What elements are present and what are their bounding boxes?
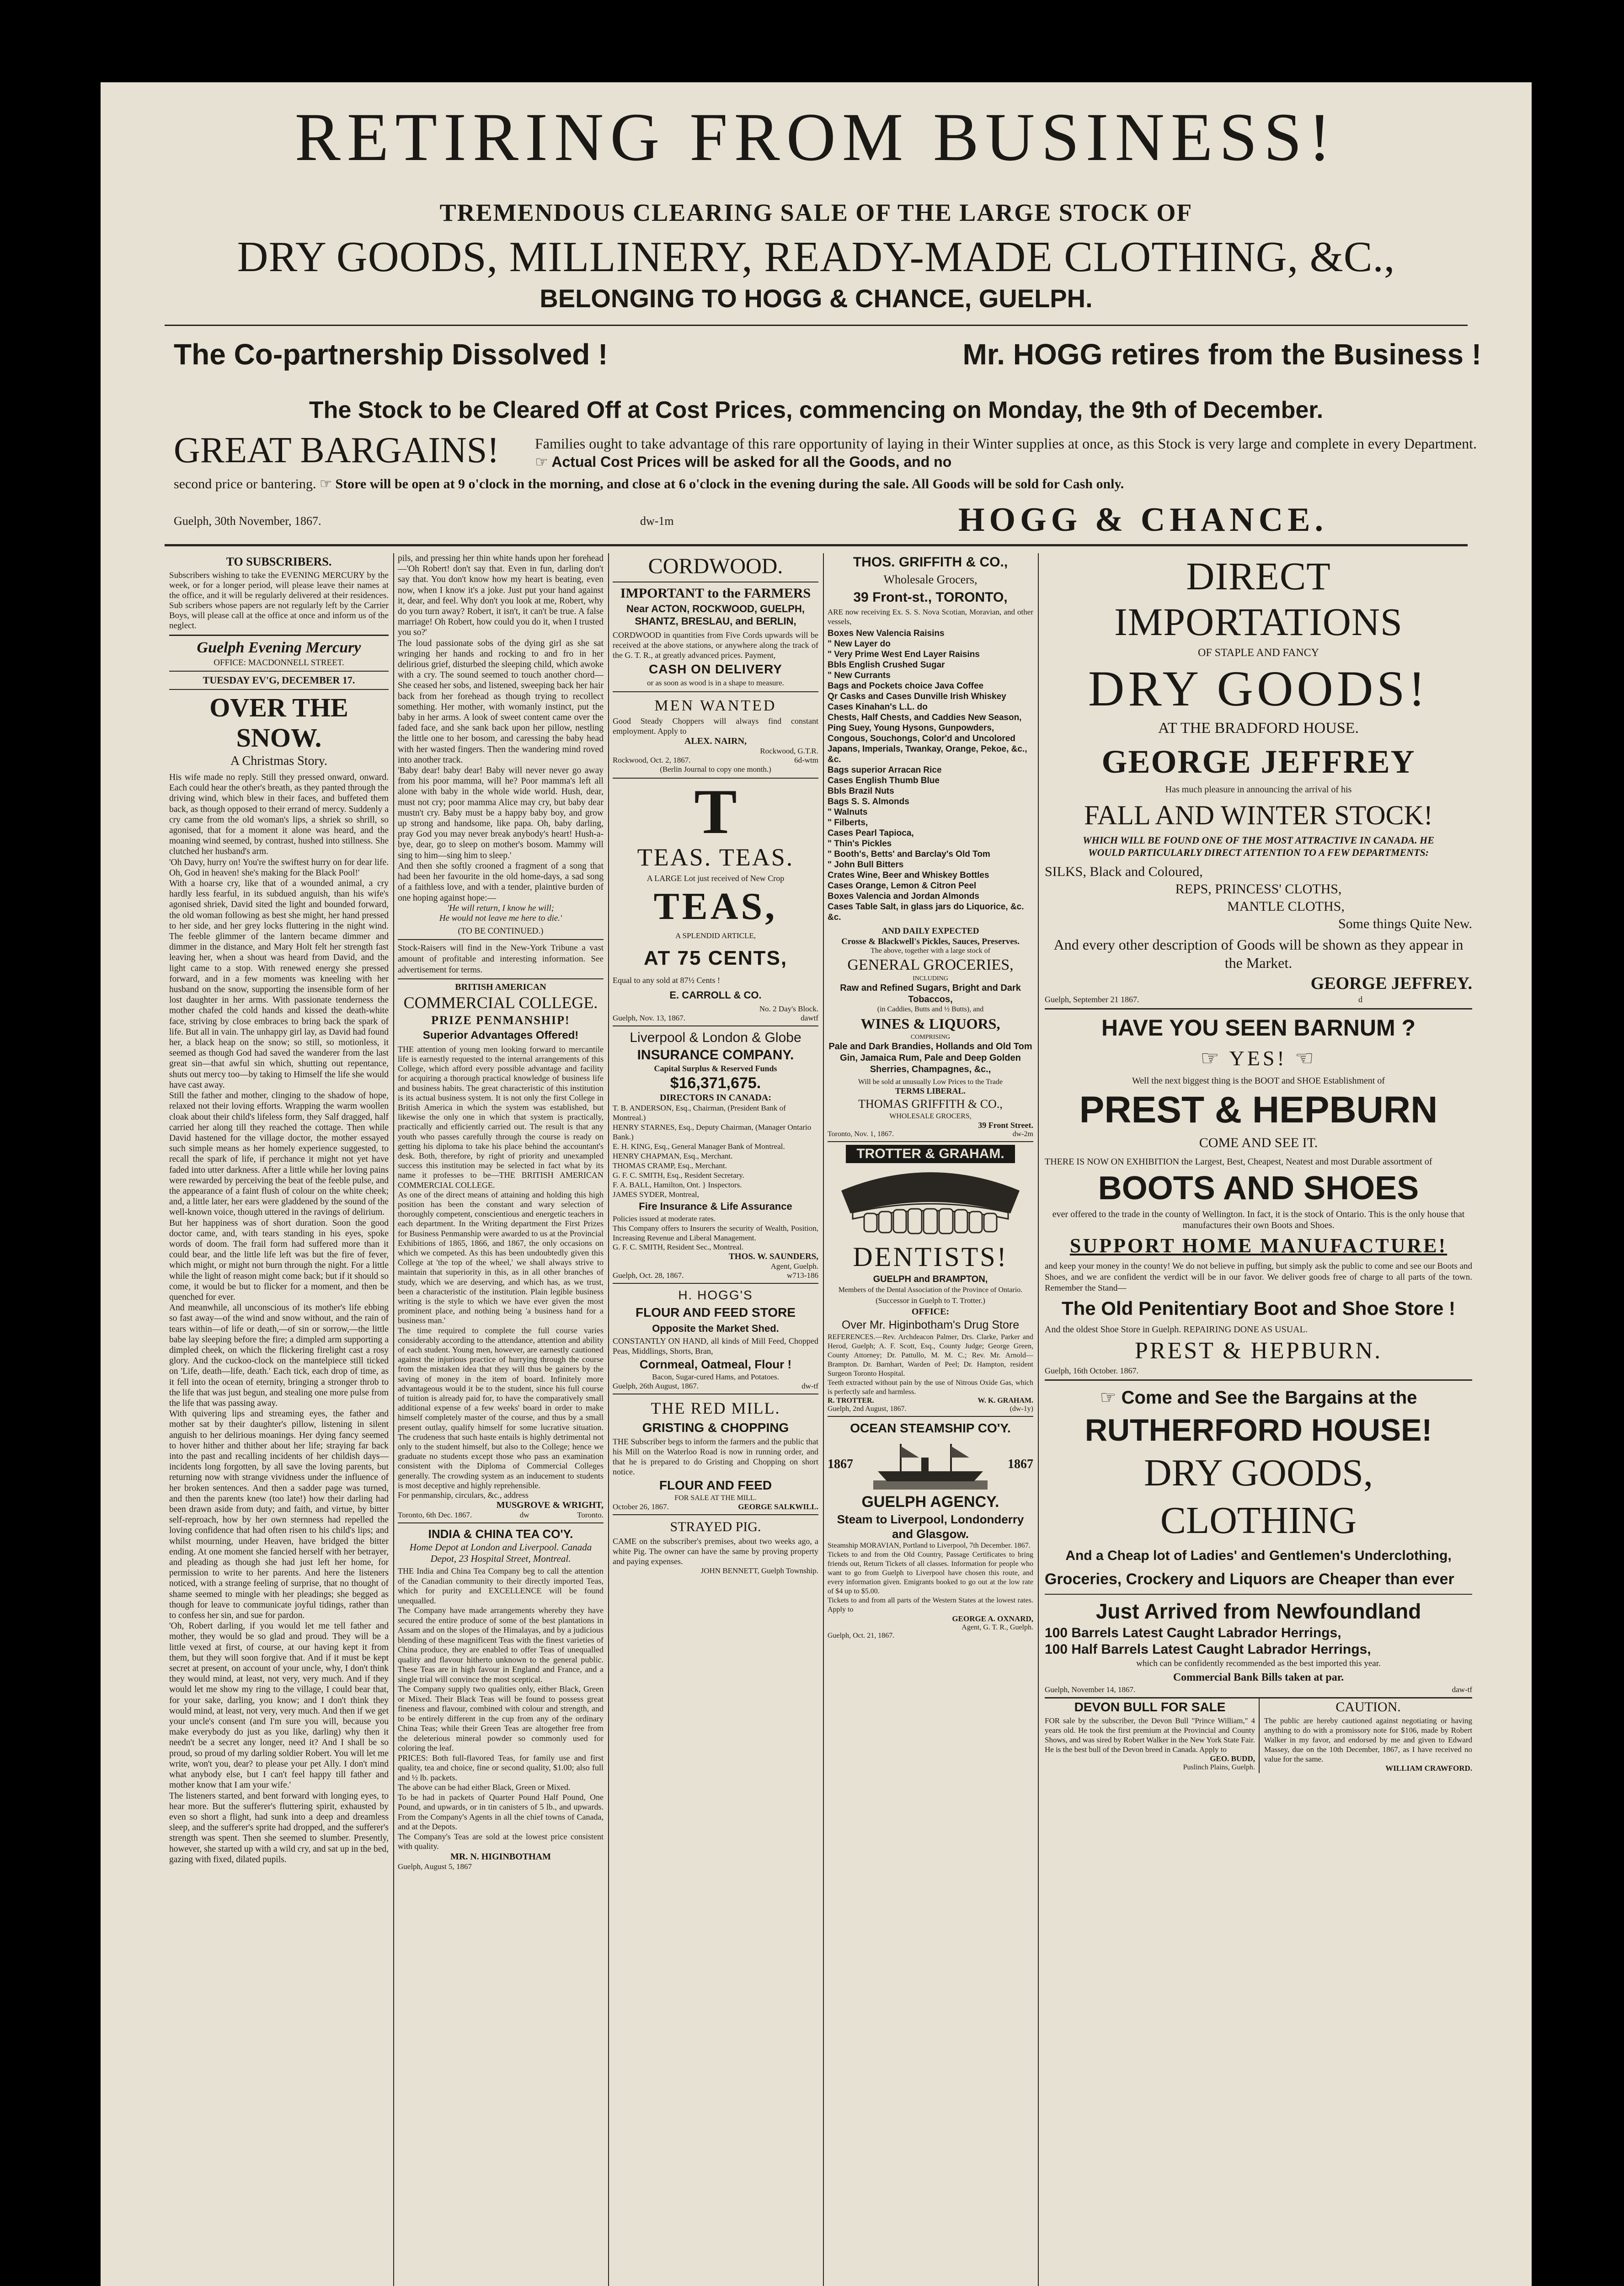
grocery-item: " Booth's, Betts' and Barclay's Old Tom bbox=[828, 849, 990, 859]
quite-new-line: Some things Quite New. bbox=[1338, 916, 1472, 931]
direct-importations: DIRECT IMPORTATIONS bbox=[1114, 554, 1403, 644]
cheap-lot: And a Cheap lot of Ladies' and Gentlemen's Underclothing, bbox=[1065, 1548, 1452, 1563]
recommended-line: which can be confidently recommended as the best imported this year. bbox=[1136, 1659, 1381, 1668]
strayed-pig-heading: STRAYED PIG. bbox=[670, 1519, 761, 1534]
bradford-house: AT THE BRADFORD HOUSE. bbox=[1158, 720, 1359, 737]
fire-insurance-heading: Fire Insurance & Life Assurance bbox=[639, 1201, 792, 1212]
devon-bull-heading: DEVON BULL FOR SALE bbox=[1074, 1700, 1226, 1714]
cordwood-text: CORDWOOD in quantities from Five Cords upwards will be received at the above stations, or anywhere along the track of the G. T. R., at greatly advanced prices. Payment, bbox=[613, 630, 821, 660]
cordwood-heading: CORDWOOD. bbox=[648, 554, 783, 578]
college-footer bbox=[398, 1511, 604, 1520]
pointing-hand-icon-left: ☜ bbox=[1295, 1047, 1317, 1070]
tea-company-text: THE India and China Tea Company beg to call the attention of the Canadian community to their directly imported Teas, which for purity and EXCELLENCE will be found unequalled. The Company have made arrangements whereby they have secured the entire produce of some of the best plantations in Assam and on the slopes of the Himalayas, and by a judicious blending of these magnificent Teas with the finest varieties of China produce, they are enabled to offer Teas of unequalled quality and flavour hitherto unknown to the general public. These Teas are in high favour in England and France, and a single trial will convince the most sceptical. The Company supply two qualities only, either Black, Green or Mixed. Their Black Teas will be found to possess great fineness and flavour, combined with colour and strength, and to be entirely different in the cup from any of the ordinary China Teas; while their Green Teas are altogether free from the deleterious mineral powder so commonly used for coloring the leaf. PRICES: Both full-flavored Teas, for family use and first quality, tea and choice, fine or second quality, $1.00; also full and ½ lb. packets. The above can be had either Black, Green or Mixed. To be had in packets of Quarter Pound Half Pound, One Pound, and upwards, or in tin canisters of 5 lb., and upwards. From the Company's Agents in all the chief towns of Canada, and at the Depots. The Company's Teas are sold at the lowest price consistent with quality. bbox=[398, 1566, 604, 1851]
flour-and-feed: FLOUR AND FEED bbox=[659, 1478, 772, 1492]
barrels-line-2: 100 Half Barrels Latest Caught Labrador Herrings, bbox=[1045, 1642, 1371, 1657]
george-jeffrey-heading: GEORGE JEFFREY bbox=[1101, 743, 1416, 780]
support-home-manufacture: SUPPORT HOME MANUFACTURE! bbox=[1069, 1234, 1448, 1257]
mill-date: October 26, 1867. bbox=[613, 1502, 669, 1511]
pointing-hand-icon: ☞ bbox=[1200, 1047, 1222, 1070]
cornmeal-line: Cornmeal, Oatmeal, Flour ! bbox=[639, 1357, 792, 1371]
teas-price: AT 75 CENTS, bbox=[643, 947, 788, 969]
ship-date: Guelph, Oct. 21, 1867. bbox=[828, 1632, 895, 1640]
berlin-note: (Berlin Journal to copy one month.) bbox=[660, 765, 771, 774]
terms-liberal: TERMS LIBERAL. bbox=[895, 1086, 966, 1095]
grocery-item: Boxes New Valencia Raisins bbox=[828, 629, 945, 638]
capital-amount: $16,371,675. bbox=[670, 1074, 761, 1092]
office-location: Over Mr. Higinbotham's Drug Store bbox=[841, 1319, 1020, 1331]
grocery-item: " Very Prime West End Layer Raisins bbox=[828, 650, 980, 659]
wholesale-grocers-2: WHOLESALE GROCERS, bbox=[889, 1112, 972, 1120]
to-be-continued: (TO BE CONTINUED.) bbox=[458, 926, 544, 936]
tea-date: Guelph, August 5, 1867 bbox=[398, 1862, 472, 1871]
rutherford-house-heading: RUTHERFORD HOUSE! bbox=[1084, 1413, 1432, 1447]
daily-expected: AND DAILY EXPECTED bbox=[881, 926, 979, 936]
sold-line: Will be sold at unusually Low Prices to the Trade bbox=[858, 1078, 1003, 1086]
story-subtitle: A Christmas Story. bbox=[230, 754, 328, 768]
bacon-line: Bacon, Sugar-cured Hams, and Potatoes. bbox=[652, 1373, 779, 1381]
jeffrey-date: Guelph, September 21 1867. bbox=[1045, 995, 1139, 1004]
mill-signature: GEORGE SALKWILL. bbox=[738, 1502, 818, 1511]
rutherford-dw: daw-tf bbox=[1452, 1685, 1472, 1694]
gtr-agent: Agent, G. T. R., Guelph. bbox=[962, 1624, 1033, 1631]
for-sale-at-mill: FOR SALE AT THE MILL. bbox=[674, 1494, 757, 1502]
tea-depot: Home Depot at London and Liverpool. Canada Depot, 23 Hospital Street, Montreal. bbox=[409, 1542, 592, 1565]
prest-date: Guelph, 16th October. 1867. bbox=[1045, 1366, 1138, 1375]
men-wanted-footer bbox=[613, 756, 818, 765]
oldest-shoe-store: And the oldest Shoe Store in Guelph. REPAIRING DONE AS USUAL. bbox=[1045, 1325, 1308, 1335]
devon-bull-ad bbox=[1045, 1698, 1260, 1773]
grocery-item: Boxes Valencia and Jordan Almonds bbox=[828, 892, 979, 901]
verse-line-2: He would not leave me here to die.' bbox=[439, 913, 562, 923]
station-list: Near ACTON, ROCKWOOD, GUELPH, SHANTZ, BRESLAU, and BERLIN, bbox=[626, 603, 805, 627]
verse-line-1: 'He will return, I know he will; bbox=[447, 903, 554, 913]
grocery-item: Bbls English Crushed Sugar bbox=[828, 660, 945, 670]
exhibition-text: THERE IS NOW ON EXHIBITION the Largest, Best, Cheapest, Neatest and most Durable assortment of bbox=[1045, 1157, 1432, 1167]
column-3 bbox=[613, 553, 821, 2286]
crawford-signature: WILLIAM CRAWFORD. bbox=[1385, 1764, 1472, 1773]
stock-raisers-text: Stock-Raisers will find in the New-York Tribune a vast amount of profitable and interesting information. See advertisement for terms. bbox=[398, 943, 606, 975]
dental-footer bbox=[828, 1405, 1033, 1413]
come-and-see: COME AND SEE IT. bbox=[1199, 1135, 1318, 1150]
prize-penmanship: PRIZE PENMANSHIP! bbox=[431, 1013, 570, 1027]
insurance-agent: THOS. W. SAUNDERS, bbox=[729, 1252, 818, 1261]
oxnard-signature: GEORGE A. OXNARD, bbox=[952, 1614, 1033, 1623]
column-rule-4 bbox=[1038, 553, 1039, 2286]
dental-signatures bbox=[828, 1397, 1033, 1405]
barrels-line-1: 100 Barrels Latest Caught Labrador Herrings, bbox=[1045, 1625, 1341, 1640]
grocery-item: Bbls Brazil Nuts bbox=[828, 786, 894, 796]
grocery-item: " Thin's Pickles bbox=[828, 839, 892, 849]
men-wanted-dw: 6d-wtm bbox=[794, 756, 818, 764]
boots-shoes-heading: BOOTS AND SHOES bbox=[1098, 1170, 1419, 1207]
griffith-signature: THOMAS GRIFFITH & CO., bbox=[858, 1097, 1003, 1111]
barnum-well: Well the next biggest thing is the BOOT and SHOE Establishment of bbox=[1132, 1076, 1385, 1086]
griffith-heading: THOS. GRIFFITH & CO., bbox=[853, 555, 1008, 570]
tea-agent: MR. N. HIGINBOTHAM bbox=[450, 1851, 551, 1862]
capital-label: Capital Surplus & Reserved Funds bbox=[654, 1064, 777, 1073]
hogg-date: Guelph, 26th August, 1867. bbox=[613, 1382, 699, 1390]
dry-goods-clothing: DRY GOODS, CLOTHING bbox=[1144, 1452, 1373, 1542]
keep-money-text: and keep your money in the county! We do not believe in puffing, but simply ask the public to come and see our Boots and Shoes, and we are confident the verdict will be in our favor. We deliver goods free of charge to all parts of the town. Remember the Stand— bbox=[1045, 1261, 1472, 1293]
grocery-item: Bags and Pockets choice Java Coffee bbox=[828, 681, 984, 691]
headline-retiring: RETIRING FROM BUSINESS! bbox=[294, 99, 1338, 175]
men-wanted-date: Rockwood, Oct. 2, 1867. bbox=[613, 756, 691, 764]
trotter-successor: (Successor in Guelph to T. Trotter.) bbox=[876, 1296, 985, 1305]
yes-line bbox=[1045, 1042, 1472, 1074]
college-dw: dw bbox=[519, 1511, 529, 1520]
carroll-signature: E. CARROLL & CO. bbox=[669, 989, 762, 1001]
dentists-heading: DENTISTS! bbox=[853, 1242, 1008, 1272]
jeffrey-every: And every other description of Goods will be shown as they appear in the Market. bbox=[1053, 936, 1464, 971]
teas-lot: A LARGE Lot just received of New Crop bbox=[646, 874, 785, 883]
newfoundland-heading: Just Arrived from Newfoundland bbox=[1095, 1599, 1421, 1623]
hogg-footer bbox=[613, 1382, 818, 1391]
wholesale-grocers: Wholesale Grocers, bbox=[883, 573, 978, 586]
bull-place: Puslinch Plains, Guelph. bbox=[1183, 1763, 1255, 1771]
headline-great-bargains: GREAT BARGAINS! bbox=[174, 430, 499, 470]
men-wanted-signature: ALEX. NAIRN, bbox=[684, 736, 747, 746]
rutherford-footer bbox=[1045, 1685, 1472, 1694]
college-date: Toronto, 6th Dec. 1867. bbox=[398, 1511, 472, 1520]
actual-cost-text: ☞ Actual Cost Prices will be asked for all the Goods, and no bbox=[535, 454, 952, 470]
college-city: Toronto. bbox=[577, 1511, 604, 1520]
year-left: 1867 bbox=[828, 1457, 853, 1471]
column-2 bbox=[398, 553, 604, 2286]
caution-text: The public are hereby cautioned against negotiating or having anything to do with a promissory note for $106, made by Robert Walker in my favor, and endorsed by me and given to Edward Massey, due on the 10th December, 1867, as I have received no value for the same. bbox=[1264, 1716, 1474, 1763]
dental-date: Guelph, 2nd August, 1867. bbox=[828, 1405, 907, 1413]
receiving-text: ARE now receiving Ex. S. S. Nova Scotian, Moravian, and other vessels, bbox=[828, 608, 1036, 626]
headline-belonging: BELONGING TO HOGG & CHANCE, GUELPH. bbox=[540, 284, 1093, 313]
griffith-address: 39 Front-st., TORONTO, bbox=[853, 590, 1008, 605]
caution-ad bbox=[1264, 1698, 1472, 1773]
groceries-cheaper: Groceries, Crockery and Liquors are Cheaper than ever bbox=[1045, 1570, 1454, 1588]
griffith-dw: dw-2m bbox=[1012, 1130, 1033, 1138]
budd-signature: GEO. BUDD, bbox=[1210, 1754, 1255, 1763]
flour-feed-store: FLOUR AND FEED STORE bbox=[635, 1305, 796, 1319]
header-divider bbox=[165, 325, 1468, 326]
guelph-agency: GUELPH AGENCY. bbox=[861, 1493, 999, 1511]
story-text: His wife made no reply. Still they pressed onward, onward. Each could hear the other's breath, as they panted through the driving wind, which blew in their faces, and buffeted them back, as though opposed to their errand of mercy. Suddenly a cry came from the old woman's lips, a shriek so shrill, so agonised, that for a moment it alone was heard, and the moaning wind seemed, by contrast, hushed into stillness. She clutched her husband's arm. 'Oh Davy, hurry on! You're the swiftest hurry on for dear life. Oh, God in heaven! she's making for the Black Pool!' With a hoarse cry, like that of a wounded animal, a cry hardly less fearful, in its subdued anguish, than his wife's agonised shriek, David sited the light and bounded forward, the old woman following as best she might, her hand pressed to her side, and her grey locks fluttering in the night wind. The feeble glimmer of the lantern became dimmer and dimmer in the distance, and Mary Holt felt her strength fast leaving her, when a shout was heard from David, and the light came to a stop. With renewed energy she pressed forward, and in a few moments was kneeling with her husband on the snow, supporting the insensible form of her lost daughter in her arms. With passionate tenderness the mother chafed the cold hands and kissed the death-white face, striving by close embraces to bring back the spark of life. But all in vain. The unhappy girl lay, as David had found her, a black heap on the snow; so still, so motionless, it seemed as though God had saved the wanderer from the last great sin—that awful sin which, shutting out repentance, shuts out mercy too—by taking to Himself the life she would have cast away. Still the father and mother, clinging to the shadow of hope, relaxed not their loving efforts. Wrapping the warm woollen cloak about their child's lifeless form, they Salf dragged, half carried her along till they reached the cottage. Then while David hastened for the village doctor, the mother essayed such simple means as her homely experience suggested, to recall the spark of life, if perchance it might not yet have faded into utter darkness. After a little while her loving pains were rewarded by perceiving the beat of the feeble pulse, and the appearance of a faint flush of colour on the white cheek; and, a little later, her ears were gladdened by the sound of the well-known voice, though uttered in the ravings of delirium. But her happiness was of short duration. Soon the good doctor came, and, with tears standing in his eyes, spoke words of doom. The frail form had suffered more than it could bear, and the little life left was but the fire of fever, which might, or might not burn through the night. For a little while the light of reason might come back; but if it should so come, it would be but to flicker for a moment, and then be quenched for ever. And meanwhile, all unconscious of its mother's life ebbing so fast away—of the wind and snow without, and the rain of tears within—of life or death,—of sin or sorrow,—the little babe lay sleeping before the fire; a dimpled arm supporting a dimpled cheek, on which the flickering firelight cast a rosy glory. And the cuckoo-clock on the mantelpiece still ticked on 'Life, death—life, death.' Each tick, each drop of time, as it fell into the ocean of eternity, bringing a stronger throb to the life that was just begun, and stealing one more pulse from the life that was passing away. With quivering lips and streaming eyes, the father and mother sat by their daughter's pillow, listening in silent anguish to her delirious moanings. Her dying fancy seemed to hover hither and thither about her life; straying far back into the past and recalling incidents of her childish days—incidents long forgotten, by all save the loving parents, but returning now with strange vividness under the influence of her broken sentences. And then a sadder page was turned, and then the parents knew (too late!) how their darling had been drawn aside from duty; and faith, and virtue, by bitter self-reproach, how by her own sternness had repelled the loving confidence that had often risen to his child's lips; and whilst mourning, under Heaven, have bridged the bitter ending. At one moment she fancied herself with her betrayer, and pleading as though she had just left her home, for permission to write to her parents. And here the listeners noticed, with a strange feeling of surprise, that no thought of shame seemed to mingle with her pleadings; she begged as though for leave to communicate joyful tidings, rather than to confess her sin, and sue for pardon. 'Oh, Robert darling, if you would let me tell father and mother, they would be so glad and proud. They will be a little vexed at first, of course, at our having kept it from them, but they will soon forgive that. And if it must be kept secret at present, on account of your uncle, why, I don't think they would mind, at least, not very, very much. And if they would let me show my ring to the village, I could bear that, for your sake, darling, you know; and I don't think they would mind, at least, not very, very much. And then if we get your uncle's consent (and I'm sure you will, because you make everybody do just as you like, darling) why then it needn't be a secret any longer, need it? And I shall be so proud, so proud of my darling soldier Robert. You will let me write, won't you, dear? to please your pet Ally. I don't mind what anybody else, but I can't feel happy till father and mother know that I am your wife.' The listeners started, and bent forward with longing eyes, to hear more. But the sufferer's fluttering spirit, exhausted by even so short a flight, had sunk into a deep and dreamless sleep, and the sufferer's sprite had dropped, and the sufferer's strength was spent. Then she seemed to slumber. Presently, however, she started up with a wild cry, and sat up in the bed, gazing with fixed, dilated pupils. bbox=[169, 773, 389, 1864]
pointing-hand-icon: ☞ bbox=[1100, 1388, 1116, 1408]
ocean-steamship-heading: OCEAN STEAMSHIP CO'Y. bbox=[850, 1421, 1011, 1435]
insurance-dw: w713-186 bbox=[787, 1271, 818, 1280]
graham-signature: W. K. GRAHAM. bbox=[978, 1397, 1033, 1405]
crosse-blackwell: Crosse & Blackwell's Pickles, Sauces, Preserves. bbox=[841, 937, 1020, 946]
teas-line: TEAS. TEAS. bbox=[637, 844, 794, 871]
dry-goods-heading: DRY GOODS! bbox=[1088, 661, 1429, 716]
story-title: OVER THE SNOW. bbox=[209, 693, 348, 753]
caution-heading: CAUTION. bbox=[1336, 1699, 1401, 1714]
dental-members: Members of the Dental Association of the Province of Ontario. bbox=[838, 1286, 1023, 1294]
dentures-image bbox=[828, 1163, 1033, 1241]
mill-footer bbox=[613, 1502, 818, 1512]
header-dw: dw-1m bbox=[640, 514, 674, 528]
grocery-item: Crates Wine, Beer and Whiskey Bottles bbox=[828, 871, 989, 880]
staple-fancy: OF STAPLE AND FANCY bbox=[1197, 647, 1319, 659]
insurance-date: Guelph, Oct. 28, 1867. bbox=[613, 1271, 684, 1280]
grocery-item: " Walnuts bbox=[828, 807, 868, 817]
subscribers-heading: TO SUBSCRIBERS. bbox=[226, 555, 332, 568]
year-right: 1867 bbox=[1008, 1457, 1033, 1471]
grocery-item: Cases English Thumb Blue bbox=[828, 776, 940, 785]
college-heading: COMMERCIAL COLLEGE. bbox=[403, 993, 598, 1012]
store-hours-line bbox=[174, 475, 1481, 493]
column-1 bbox=[169, 553, 389, 2286]
flour-text: CONSTANTLY ON HAND, all kinds of Mill Feed, Chopped Peas, Middlings, Shorts, Bran, bbox=[613, 1336, 821, 1356]
superior-advantages: Superior Advantages Offered! bbox=[422, 1029, 579, 1042]
sugars-line: Raw and Refined Sugars, Bright and Dark Tobaccos, bbox=[840, 983, 1021, 1004]
prest-hepburn-signature: PREST & HEPBURN. bbox=[1134, 1338, 1383, 1364]
comprising-label: COMPRISING bbox=[910, 1034, 951, 1041]
cash-note: or as soon as wood is in a shape to measure. bbox=[647, 678, 784, 687]
prest-hepburn-heading: PREST & HEPBURN bbox=[1079, 1089, 1438, 1131]
dental-references: REFERENCES.—Rev. Archdeacon Palmer, Drs. Clarke, Parker and Herod, Guelph; A. F. Scott, Esq., County Judge; George Green, County Attorney; Dr. Pattullo, M. M. C.; Rev. Mr. Arnold—Brampton. Dr. Barnhart, Warden of Peel; Dr. Hampton, resident Surgeon Toronto Hospital. Teeth extracted without pain by the use of Nitrous Oxide Gas, which is perfectly safe and harmless. bbox=[828, 1333, 1033, 1396]
dentures-icon bbox=[828, 1163, 1033, 1241]
steam-to-liverpool: Steam to Liverpool, Londonderry and Glasgow. bbox=[837, 1512, 1024, 1541]
carroll-dw: dawtf bbox=[801, 1014, 818, 1022]
college-signature: MUSGROVE & WRIGHT, bbox=[496, 1500, 604, 1511]
headline-stock-cleared: The Stock to be Cleared Off at Cost Prices, commencing on Monday, the 9th of December. bbox=[309, 397, 1324, 423]
reps-line: REPS, PRINCESS' CLOTHS, bbox=[1175, 881, 1342, 897]
mantle-line: MANTLE CLOTHS, bbox=[1227, 899, 1345, 914]
bank-bills-line: Commercial Bank Bills taken at par. bbox=[1173, 1672, 1344, 1683]
yes-label: YES! bbox=[1229, 1047, 1287, 1070]
insurance-agent-place: Agent, Guelph. bbox=[770, 1262, 818, 1271]
column-rule-2 bbox=[608, 553, 609, 2286]
mill-text: THE Subscriber begs to inform the farmers and the public that his Mill on the Waterloo Road is now in running order, and that he is prepared to do Gristing and Chopping on short notice. bbox=[613, 1437, 821, 1476]
ship-text: Steamship MORAVIAN, Portland to Liverpool, 7th December. 1867. Tickets to and from the Old Country, Passage Certificates to bring friends out, Return Tickets of all classes. Information for people who want to go from Guelph to Liverpool have chosen this route, and every information given. Emigrants booked to go out at the low rate of $4 up to $5.00. Tickets to and from all parts of the Western States at the lowest rates. Apply to bbox=[828, 1542, 1033, 1613]
cash-on-delivery: CASH ON DELIVERY bbox=[649, 662, 782, 676]
office-line: OFFICE: MACDONNELL STREET. bbox=[214, 658, 344, 668]
rutherford-come-line bbox=[1045, 1384, 1472, 1411]
trotter-signature: R. TROTTER. bbox=[828, 1397, 874, 1405]
grocery-item: Chests, Half Chests, and Caddies New Season, Ping Suey, Young Hysons, Gunpowders, Congous, Souchongs, Color'd and Uncolored Japans, Imperials, Twankay, Orange, Pekoe, &c., &c. bbox=[828, 713, 1027, 764]
header-date: Guelph, 30th November, 1867. bbox=[174, 514, 321, 528]
griffith-date: Toronto, Nov. 1, 1867. bbox=[828, 1130, 894, 1138]
rutherford-date: Guelph, November 14, 1867. bbox=[1045, 1685, 1136, 1694]
men-wanted-place: Rockwood, G.T.R. bbox=[760, 747, 818, 755]
strayed-pig-signature: JOHN BENNETT, Guelph Township. bbox=[700, 1566, 818, 1575]
caddies-line: (in Caddies, Butts and ½ Butts), and bbox=[877, 1005, 984, 1013]
jeffrey-footer bbox=[1045, 995, 1472, 1004]
opposite-market: Opposite the Market Shed. bbox=[652, 1323, 779, 1334]
families-text-main: Families ought to take advantage of this rare opportunity of laying in their Winter supplies at once, as this Stock is very large and complete in every Department. bbox=[535, 435, 1477, 452]
general-groceries: GENERAL GROCERIES, bbox=[847, 956, 1014, 973]
red-mill-heading: THE RED MILL. bbox=[651, 1399, 780, 1417]
grocery-list bbox=[828, 628, 1033, 923]
silks-line: SILKS, Black and Coloured, bbox=[1045, 864, 1203, 879]
jeffrey-signature: GEORGE JEFFREY. bbox=[1310, 974, 1472, 993]
strayed-pig-text: CAME on the subscriber's premises, about two weeks ago, a white Pig. The owner can have the same by proving property and paying expenses. bbox=[613, 1537, 821, 1566]
masthead: Guelph Evening Mercury bbox=[197, 639, 361, 656]
offered-text: ever offered to the trade in the county of Wellington. In fact, it is the stock of Ontario. This is the only house that manufactures their own Boots and Shoes. bbox=[1052, 1209, 1465, 1230]
hogg-heading: H. HOGG'S bbox=[678, 1288, 753, 1302]
jeffrey-pleasure: Has much pleasure in announcing the arrival of his bbox=[1165, 785, 1352, 795]
gristing-heading: GRISTING & CHOPPING bbox=[642, 1421, 789, 1435]
barnum-heading: HAVE YOU SEEN BARNUM ? bbox=[1101, 1015, 1416, 1041]
headline-dry-goods: DRY GOODS, MILLINERY, READY-MADE CLOTHING, &C., bbox=[237, 233, 1395, 281]
steamship-row bbox=[828, 1437, 1033, 1492]
story-continued-text: pils, and pressing her thin white hands upon her forehead—'Oh Robert! don't say that. Even in fun, darling don't say that. You don't know how my heart is beating, even now, when I know it's a joke. Just put your hand against it, dear, and feel. Why don't you look at me, Robert, why do you turn away? Robert, it isn't, it can't be true. A false marriage! Oh Robert, how could you do it, when I trusted you so?' The loud passionate sobs of the dying girl as she sat wringing her hands and rocking to and fro in her delirious grief, disturbed the sleeping child, which awoke with a cry. The sound seemed to touch another chord—She ceased her sobs, and listened, sweeping back her hair back from her forehead as though trying to recollect something. Her mother, with womanly instinct, put the baby in her arms. A look of sweet content came over the faded face, and she sank back upon her pillow, nestling the little one to her bosom, and caressing the baby head with her wasted fingers. Then the wandering mind roved into another track. 'Baby dear! baby dear! Baby will never never go away from his poor mamma, will he? Poor mamma's left all alone with baby in the whole wide world. Hush, dear, must not cry; poor mamma Alice may cry, but baby dear mustn't cry. Baby must be a happy baby boy, and grow up strong and handsome, like papa. Oh, baby darling, pray God you may never break anybody's heart! Hush-a-bye, dear, go to sleep on mother's bosom. Mammy will sing to him—sing him to sleep.' And then she softly crooned a fragment of a song that had been her favourite in the old home-days, a sad song of a faithless love, and with a tender, plaintive burden of one hoping against hope:— bbox=[398, 554, 604, 903]
column-rule-1 bbox=[393, 553, 394, 2286]
insurance-footer bbox=[613, 1271, 818, 1280]
fall-winter-stock: FALL AND WINTER STOCK! bbox=[1084, 800, 1433, 830]
dental-dw: (dw-1y) bbox=[1010, 1405, 1033, 1413]
wines-liquors: WINES & LIQUORS, bbox=[860, 1015, 1000, 1032]
teas-equal: Equal to any sold at 87½ Cents ! bbox=[613, 976, 720, 985]
steamship-icon bbox=[873, 1439, 988, 1490]
bottom-ads-row bbox=[1045, 1698, 1472, 1773]
farmers-heading: IMPORTANT to the FARMERS bbox=[620, 586, 811, 601]
jeffrey-dw: d bbox=[1358, 995, 1362, 1004]
families-text bbox=[535, 434, 1477, 471]
above-text: The above, together with a large stock of bbox=[871, 947, 990, 955]
men-wanted-text: Good Steady Choppers will always find constant employment. Apply to bbox=[613, 716, 821, 736]
pointing-hand-icon: ☞ bbox=[320, 476, 332, 491]
jeffrey-which: WHICH WILL BE FOUND ONE OF THE MOST ATTRACTIVE IN CANADA. HE WOULD PARTICULARLY DIRECT ATTENTION TO A FEW DEPARTMENTS: bbox=[1083, 834, 1434, 858]
grocery-item: Bags S. S. Almonds bbox=[828, 797, 909, 807]
firm-signature: HOGG & CHANCE. bbox=[958, 501, 1328, 539]
column-rule-3 bbox=[823, 553, 824, 2286]
headline-hogg-retires: Mr. HOGG retires from the Business ! bbox=[962, 338, 1481, 371]
directors-list: T. B. ANDERSON, Esq., Chairman, (President Bank of Montreal.) HENRY STARNES, Esq., Deputy Chairman, (Manager Ontario Bank.) E. H. KING, Esq., General Manager Bank of Montreal. HENRY CHAPMAN, Esq., Merchant. THOMAS CRAMP, Esq., Merchant. G. F. C. SMITH, Esq., Resident Secretary. F. A. BALL, Hamilton, Ont. } Inspectors. JAMES SYDER, Montreal, bbox=[613, 1104, 812, 1199]
grocery-item: " New Layer do bbox=[828, 639, 891, 649]
college-kicker: BRITISH AMERICAN bbox=[455, 982, 546, 992]
carroll-block: No. 2 Day's Block. bbox=[759, 1004, 818, 1013]
rutherford-come-label: Come and See the Bargains at the bbox=[1121, 1388, 1417, 1408]
including-label: INCLUDING bbox=[913, 975, 948, 982]
office-label: OFFICE: bbox=[911, 1307, 950, 1317]
college-text: THE attention of young men looking forward to mercantile life is earnestly requested to the internal arrangements of this College, which afford every possible advantage and facility for acquiring a thorough practical knowledge of business life and business habits. The great characteristic of this institution is its actual business system. It is not only the first College in British America in which the system was established, but likewise the only one in which that system is practically, practically and efficiently carried out. The result is that any youth who passes carefully through the course is ready on getting his diploma to take his place behind the accountant's desk. Both, therefore, by right of priority and unexampled success this institution may be selected in fact what by its name it professes to be—THE BRITISH AMERICAN COMMERCIAL COLLEGE. As one of the direct means of attaining and holding this high position has been the constant and wary selection of thoroughly competent, conscientious and energetic teachers in each department. In the Writing department the First Prizes for Business Penmanship were awarded to us at the Provincial Exhibitions of 1865, 1866, and 1867, the only occasions on which we competed. As this has been undoubtedly given this College at 'the top of the wheel,' we shall always strive to maintain that superiority in this, as in all other branches of study, which we are deserving, and which has, as we trust, been a characteristic of the institution. Plain legible business writing is the style to which we have ever given the most prominent place, and nothing being 'a business hand for a business man.' The time required to complete the full course varies considerably according to the attendance, attention and ability of each student. Young men, however, are earnestly cautioned against the injurious practice of hurrying through the course from the mistaken idea that they will thus be gainers by the saving of money in the item of board. Infinitely more advantageous would it be to the student, since his full course of tuition is already paid for, to have the comparatively small additional expense of a few weeks' board in order to make himself completely master of the course, and thus by a small present outlay, qualify himself for some lucrative situation. The crudeness that such haste entails is highly detrimental not only to the student himself, but also to the College; hence we graduate no students except those who pass an examination consistent with the Diploma of Commercial Colleges generally. The crowding system as an inducement to students is most deceptive and highly reprehensible. For penmanship, circulars, &c., address bbox=[398, 1044, 604, 1500]
devon-bull-text: FOR sale by the subscriber, the Devon Bull "Prince William," 4 years old. He took the first premium at the Provincial and County Shows, and was sired by Robert Walker in the New York State Fair. He is the best bull of the Devon breed in Canada. Apply to bbox=[1045, 1716, 1257, 1754]
tea-company-heading: INDIA & CHINA TEA CO'Y. bbox=[428, 1527, 573, 1541]
grocery-item: Cases Orange, Lemon & Citron Peel bbox=[828, 881, 977, 891]
fire-insurance-text: Policies issued at moderate rates. This Company offers to Insurers the security of Wealth, Position, Increasing Revenue and Liberal Management. bbox=[613, 1214, 818, 1242]
headline-clearing-sale: TREMENDOUS CLEARING SALE OF THE LARGE STOCK OF bbox=[439, 199, 1193, 226]
insurance-heading: Liverpool & London & Globe bbox=[630, 1030, 801, 1045]
griffith-footer bbox=[828, 1130, 1033, 1138]
grocery-item: Qr Casks and Cases Dunville Irish Whiskey bbox=[828, 692, 1006, 701]
penitentiary-heading: The Old Penitentiary Boot and Shoe Store ! bbox=[1061, 1298, 1456, 1319]
newspaper-page bbox=[101, 82, 1532, 2286]
header-bottom-rule bbox=[165, 544, 1468, 546]
headline-dissolved: The Co-partnership Dissolved ! bbox=[174, 338, 608, 371]
insurance-secretary: G. F. C. SMITH, Resident Sec., Montreal. bbox=[613, 1243, 744, 1251]
hogg-dw: dw-tf bbox=[801, 1382, 818, 1390]
carroll-date: Guelph, Nov. 13, 1867. bbox=[613, 1014, 685, 1022]
trotter-graham-heading: TROTTER & GRAHAM. bbox=[846, 1145, 1015, 1163]
store-hours-text: Store will be open at 9 o'clock in the morning, and close at 6 o'clock in the evening during the sale. All Goods will be sold for Cash only. bbox=[335, 476, 1124, 491]
teas-initial: T bbox=[694, 776, 737, 847]
grocery-item: Cases Table Salt, in glass jars do Liquorice, &c. &c. bbox=[828, 902, 1024, 922]
actual-cost-label: Actual Cost Prices will be asked for all the Goods, and no bbox=[551, 454, 952, 470]
splendid-article: A SPLENDID ARTICLE, bbox=[675, 931, 756, 940]
grocery-item: Cases Pearl Tapioca, bbox=[828, 828, 914, 838]
insurance-subheading: INSURANCE COMPANY. bbox=[637, 1047, 794, 1063]
subscribers-text: Subscribers wishing to take the EVENING MERCURY by the week, or for a longer period, will please leave their names at the office, and it will be regularly delivered at their residences. Sub scribers whose papers are not regularly left by the Carrier Boys, will please call at the office at once and inform us of the neglect. bbox=[169, 571, 391, 630]
grocery-item: Bags superior Arracan Rice bbox=[828, 765, 942, 775]
grocery-item: Cases Kinahan's L.L. do bbox=[828, 702, 928, 712]
grocery-item: " Filberts, bbox=[828, 818, 868, 828]
issue-date: TUESDAY EV'G, DECEMBER 17. bbox=[203, 674, 355, 686]
men-wanted-heading: MEN WANTED bbox=[654, 697, 777, 714]
grocery-item: " New Currants bbox=[828, 671, 891, 680]
column-5 bbox=[1045, 553, 1472, 2286]
grocery-item: " John Bull Bitters bbox=[828, 860, 904, 870]
front-street: 39 Front Street. bbox=[978, 1121, 1033, 1130]
second-price-text: second price or bantering. bbox=[174, 476, 316, 491]
teas-big: TEAS, bbox=[653, 885, 778, 928]
column-4 bbox=[828, 553, 1036, 2286]
directors-heading: DIRECTORS IN CANADA: bbox=[659, 1093, 772, 1103]
guelph-brampton: GUELPH and BRAMPTON, bbox=[873, 1274, 988, 1284]
carroll-footer bbox=[613, 1014, 818, 1023]
brandies-line: Pale and Dark Brandies, Hollands and Old Tom Gin, Jamaica Rum, Pale and Deep Golden Sherries, Champagnes, &c., bbox=[828, 1042, 1032, 1074]
